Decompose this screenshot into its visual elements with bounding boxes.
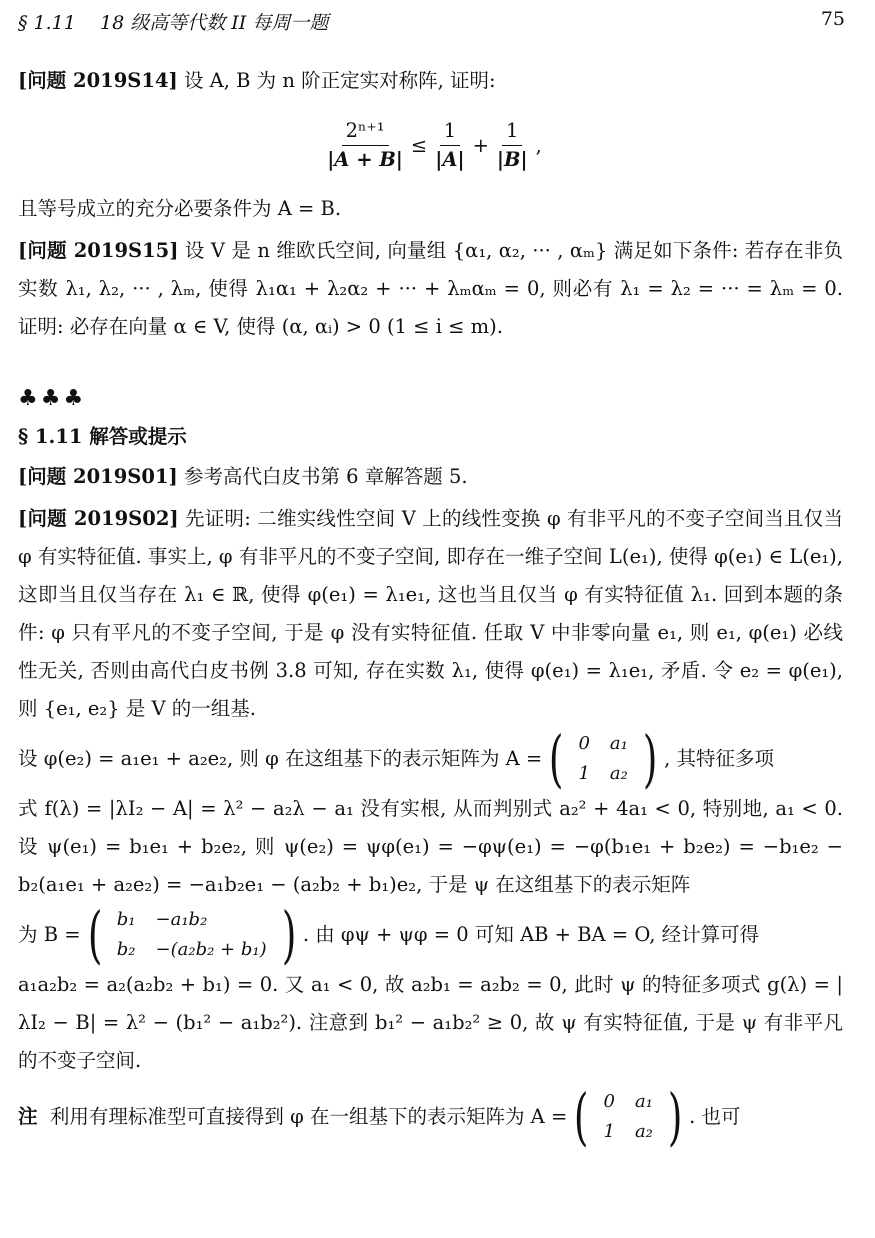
- matrix-cell: 1: [578, 763, 590, 784]
- denominator: |A + B|: [327, 147, 403, 171]
- display-equation: [18, 100, 843, 190]
- matrix-line-a: [18, 722, 843, 795]
- matrix-line-b: [18, 898, 843, 971]
- matrix-cell: 1: [603, 1121, 615, 1142]
- fraction-2: [431, 117, 468, 174]
- plus: +: [472, 133, 489, 157]
- matrix-cell: a₂: [609, 763, 628, 784]
- running-header: [18, 8, 845, 38]
- numerator: 1: [440, 117, 460, 146]
- matrix-a: ( 0 a₁ 1 a₂ ): [549, 722, 658, 795]
- numerator: 1: [502, 117, 522, 146]
- numerator: 2ⁿ⁺¹: [342, 117, 389, 146]
- note-label: 注: [18, 1105, 38, 1128]
- equality-condition: 且等号成立的充分必要条件为 A = B.: [18, 197, 342, 220]
- section-title: § 1.11 解答或提示: [18, 425, 187, 448]
- problem-2019s14: [18, 62, 843, 100]
- clubs-divider: ♣♣♣: [18, 386, 87, 411]
- solution-2019s01: [18, 458, 843, 496]
- solution-text: 先证明: 二维实线性空间 V 上的线性变换 φ 有非平凡的不变子空间当且仅当 φ 有实特征值. 事实上, φ 有非平凡的不变子空间, 即存在一维子空间 L(e₁), 使得 φ(e₁) ∈ L(e₁), 这即当且仅当存在 λ₁ ∈ ℝ, 使得 φ(e₁) = λ₁e₁, 这也当且仅当 φ 有实特征值 λ₁. 回到本题的条件: φ 只有平凡的不变子空间, 于是 φ 没有实特征值. 任取 V 中非零向量 e₁, 则 e₁, φ(e₁) 必线性无关, 否则由高代白皮书例 3.8 可知, 存在实数 λ₁, 使得 φ(e₁) = λ₁e₁, 矛盾. 令 e₂ = φ(e₁), 则 {e₁, e₂} 是 V 的一组基.: [18, 507, 844, 720]
- matrix-cell: a₁: [634, 1091, 653, 1112]
- page-number: 75: [820, 8, 845, 30]
- matrix-a-note: ( 0 a₁ 1 a₂ ): [574, 1080, 683, 1153]
- conclusion-paragraph: a₁a₂b₂ = a₂(a₂b₂ + b₁) = 0. 又 a₁ < 0, 故 a₂b₁ = a₂b₂ = 0, 此时 ψ 的特征多项式 g(λ) = |λI₂ − B| = λ² − (b₁² − a₁b₂²). 注意到 b₁² − a₁b₂² ≥ 0, 故 ψ 有实特征值, 于是 ψ 有非平凡的不变子空间.: [18, 973, 843, 1072]
- line-text: . 由 φψ + ψφ = 0 可知 AB + BA = O, 经计算可得: [302, 923, 760, 946]
- matrix-cell: −(a₂b₂ + b₁): [155, 939, 267, 960]
- equation-tail: ,: [535, 133, 542, 157]
- matrix-cell: a₂: [634, 1121, 653, 1142]
- matrix-cell: b₂: [116, 939, 136, 960]
- problem-label: [问题 2019S15]: [18, 239, 179, 262]
- matrix-cell: a₁: [609, 733, 628, 754]
- matrix-cell: 0: [603, 1091, 615, 1112]
- matrix-cell: 0: [578, 733, 590, 754]
- matrix-cell: b₁: [116, 909, 136, 930]
- header-left: [18, 8, 328, 38]
- problem-label: [问题 2019S02]: [18, 507, 179, 530]
- relation: ≤: [410, 133, 428, 157]
- note-line: [18, 1080, 843, 1153]
- line-text: 为 B =: [18, 923, 81, 946]
- header-section: § 1.11: [18, 12, 76, 34]
- fraction-3: [493, 117, 532, 174]
- matrix-b: ( b₁ −a₁b₂ b₂ −(a₂b₂ + b₁) ): [87, 898, 296, 971]
- problem-text: 设 A, B 为 n 阶正定实对称阵, 证明:: [183, 69, 496, 92]
- problem-2019s15: [18, 232, 843, 346]
- fraction-1: [323, 117, 407, 174]
- problem-text: 设 V 是 n 维欧氏空间, 向量组 {α₁, α₂, ··· , αₘ} 满足如下条件: 若存在非负实数 λ₁, λ₂, ··· , λₘ, 使得 λ₁α₁ + λ₂α₂ + ··· + λₘαₘ = 0, 则必有 λ₁ = λ₂ = ··· = λₘ = 0. 证明: 必存在向量 α ∈ V, 使得 (α, αᵢ) > 0 (1 ≤ i ≤ m).: [18, 239, 843, 338]
- denominator: |A|: [435, 147, 465, 171]
- line-text: . 也可: [689, 1105, 741, 1128]
- problem-label: [问题 2019S01]: [18, 465, 178, 488]
- solution-text: 参考高代白皮书第 6 章解答题 5.: [183, 465, 468, 488]
- solution-2019s02: [18, 500, 843, 728]
- content: [18, 62, 844, 1153]
- denominator: |B|: [496, 147, 528, 171]
- line-text: 利用有理标准型可直接得到 φ 在一组基下的表示矩阵为 A =: [49, 1105, 568, 1128]
- header-title: 18 级高等代数 II 每周一题: [100, 12, 329, 34]
- line-text: , 其特征多项: [664, 747, 774, 770]
- line-text: 设 φ(e₂) = a₁e₁ + a₂e₂, 则 φ 在这组基下的表示矩阵为 A =: [18, 747, 543, 770]
- characteristic-poly-paragraph: 式 f(λ) = |λI₂ − A| = λ² − a₂λ − a₁ 没有实根, 从而判别式 a₂² + 4a₁ < 0, 特别地, a₁ < 0. 设 ψ(e₁) = b₁e₁ + b₂e₂, 则 ψ(e₂) = ψφ(e₁) = −φψ(e₁) = −φ(b₁e₁ + b₂e₂) = −b₁e₂ − b₂(a₁e₁ + a₂e₂) = −a₁b₂e₁ − (a₂b₂ + b₁)e₂, 于是 ψ 在这组基下的表示矩阵: [18, 797, 843, 896]
- problem-label: [问题 2019S14]: [18, 69, 178, 92]
- matrix-cell: −a₁b₂: [155, 909, 208, 930]
